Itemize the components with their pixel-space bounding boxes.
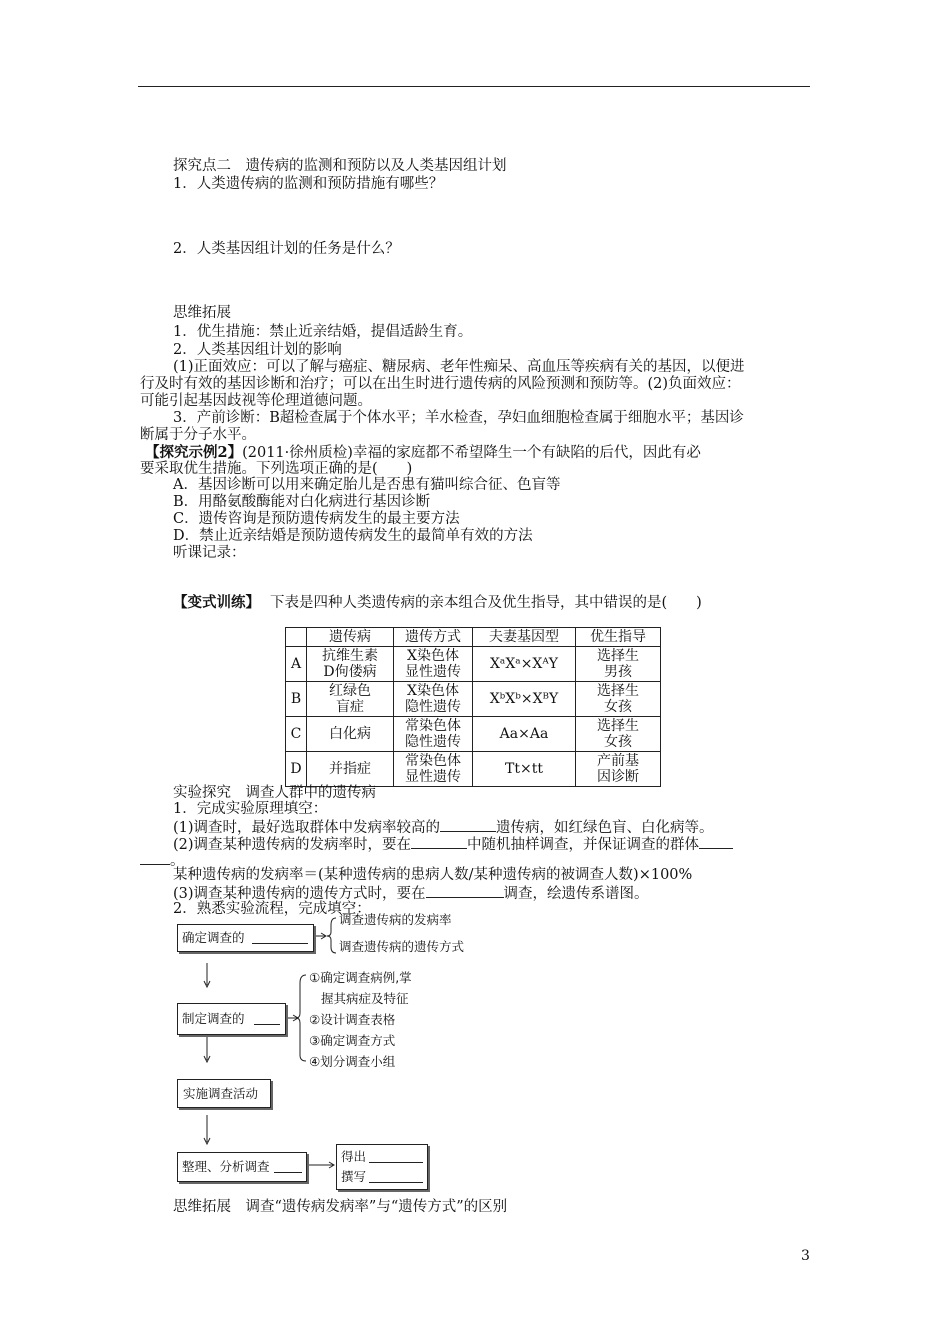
question-1: 1．人类遗传病的监测和预防措施有哪些？ — [173, 176, 444, 192]
disease-cell: 红绿色 盲症 — [307, 682, 394, 717]
row-letter: B — [286, 682, 307, 717]
flow-text-incidence: 调查遗传病的发病率 — [339, 912, 452, 927]
table-header: 夫妻基因型 — [473, 628, 576, 647]
table-header: 遗传方式 — [394, 628, 473, 647]
exp-line-2: (2)调查某种遗传病的发病率时，要在 中随机抽样调查，并保证调查的群体 — [173, 835, 733, 854]
fill-blank[interactable] — [274, 1160, 302, 1173]
flow-plan-item: 握其病症及特征 — [321, 991, 409, 1006]
fill-blank[interactable] — [369, 1170, 423, 1183]
example-2-line: 要采取优生措施。下列选项正确的是( ) — [140, 461, 413, 477]
flow-plan-item: ②设计调查表格 — [309, 1012, 396, 1027]
think-p1: 1．优生措施：禁止近亲结婚，提倡适龄生育。 — [173, 324, 473, 340]
think-p2: 2．人类基因组计划的影响 — [173, 342, 342, 358]
option-d: D．禁止近亲结婚是预防遗传病发生的最简单有效的方法 — [173, 528, 533, 544]
fill-blank[interactable] — [252, 931, 308, 944]
fill-blank[interactable] — [369, 1150, 423, 1163]
flow-plan-item: ①确定调查病例,掌 — [309, 970, 412, 985]
option-c: C．遗传咨询是预防遗传病发生的最主要方法 — [173, 511, 460, 527]
row-letter: C — [286, 717, 307, 752]
incidence-formula: 某种遗传病的发病率＝(某种遗传病的患病人数/某种遗传病的被调查人数)×100% — [173, 867, 693, 883]
example-2-line: 【探究示例2】(2011·徐州质检)幸福的家庭都不希望降生一个有缺陷的后代，因此有必 — [145, 444, 701, 461]
think-p4-line: 3．产前诊断：B超检查属于个体水平；羊水检查，孕妇血细胞检查属于细胞水平；基因诊 — [173, 410, 744, 426]
class-notes-label: 听课记录： — [173, 545, 246, 561]
flow-plan-item: ④划分调查小组 — [309, 1054, 396, 1069]
mode-cell: X染色体 显性遗传 — [394, 647, 473, 682]
think-p3-line: 可能引起基因歧视等伦理道德问题。 — [140, 393, 372, 409]
guide-cell: 产前基 因诊断 — [576, 752, 661, 787]
genotype-cell: XᵇXᵇ×XᴮY — [473, 682, 576, 717]
variant-tag: 【变式训练】 — [173, 594, 260, 611]
exp-step-1: 1．完成实验原理填空： — [173, 801, 328, 817]
guide-cell: 选择生 男孩 — [576, 647, 661, 682]
flow-box-result: 得出 撰写 — [336, 1144, 428, 1190]
section-title: 探究点二 遗传病的监测和预防以及人类基因组计划 — [173, 158, 507, 174]
exp-line-3: (3)调查某种遗传病的遗传方式时，要在 调查，绘遗传系谱图。 — [173, 886, 649, 902]
variant-line: 【变式训练】 下表是四种人类遗传病的亲本组合及优生指导，其中错误的是( ) — [173, 594, 702, 611]
guide-cell: 选择生 女孩 — [576, 717, 661, 752]
table-header: 优生指导 — [576, 628, 661, 647]
mode-cell: X染色体 隐性遗传 — [394, 682, 473, 717]
genotype-cell: Tt×tt — [473, 752, 576, 787]
think-p3-line: (1)正面效应：可以了解与癌症、糖尿病、老年性痴呆、高血压等疾病有关的基因，以便进 — [173, 359, 745, 375]
flow-box-analyze: 整理、分析调查 — [177, 1152, 307, 1182]
row-letter: D — [286, 752, 307, 787]
flow-plan-item: ③确定调查方式 — [309, 1033, 396, 1048]
exp-step-2: 2．熟悉实验流程，完成填空： — [173, 901, 371, 917]
example-2-tag: 【探究示例2】 — [145, 444, 243, 461]
genotype-cell: XᵃXᵃ×XᴬY — [473, 647, 576, 682]
think-p3-line: 行及时有效的基因诊断和治疗；可以在出生时进行遗传病的风险预测和预防等。(2)负面效应： — [140, 376, 741, 392]
experiment-title: 实验探究 调查人群中的遗传病 — [173, 785, 376, 801]
option-a: A．基因诊断可以用来确定胎儿是否患有猫叫综合征、色盲等 — [173, 477, 561, 493]
disease-cell: 抗维生素 D佝偻病 — [307, 647, 394, 682]
final-think-line: 思维拓展 调查“遗传病发病率”与“遗传方式”的区别 — [173, 1199, 508, 1215]
think-title: 思维拓展 — [173, 305, 231, 321]
guide-cell: 选择生 女孩 — [576, 682, 661, 717]
disease-cell: 白化病 — [307, 717, 394, 752]
exp-line-1: (1)调查时，最好选取群体中发病率较高的 遗传病，如红绿色盲、白化病等。 — [173, 820, 714, 836]
genotype-cell: Aa×Aa — [473, 717, 576, 752]
think-p4-line: 断属于分子水平。 — [140, 427, 256, 443]
row-letter: A — [286, 647, 307, 682]
mode-cell: 常染色体 隐性遗传 — [394, 717, 473, 752]
question-2: 2．人类基因组计划的任务是什么？ — [173, 241, 400, 257]
flow-text-mode: 调查遗传病的遗传方式 — [339, 939, 465, 954]
mode-cell: 常染色体 显性遗传 — [394, 752, 473, 787]
flow-box-implement: 实施调查活动 — [177, 1079, 271, 1108]
flow-box-plan: 制定调查的 — [177, 1003, 286, 1035]
table-header: 遗传病 — [307, 628, 394, 647]
option-b: B．用酪氨酸酶能对白化病进行基因诊断 — [173, 494, 431, 510]
page-number: 3 — [801, 1248, 810, 1264]
flow-box-determine: 确定调查的 — [177, 924, 314, 952]
disease-cell: 并指症 — [307, 752, 394, 787]
fill-blank[interactable] — [254, 1012, 280, 1025]
